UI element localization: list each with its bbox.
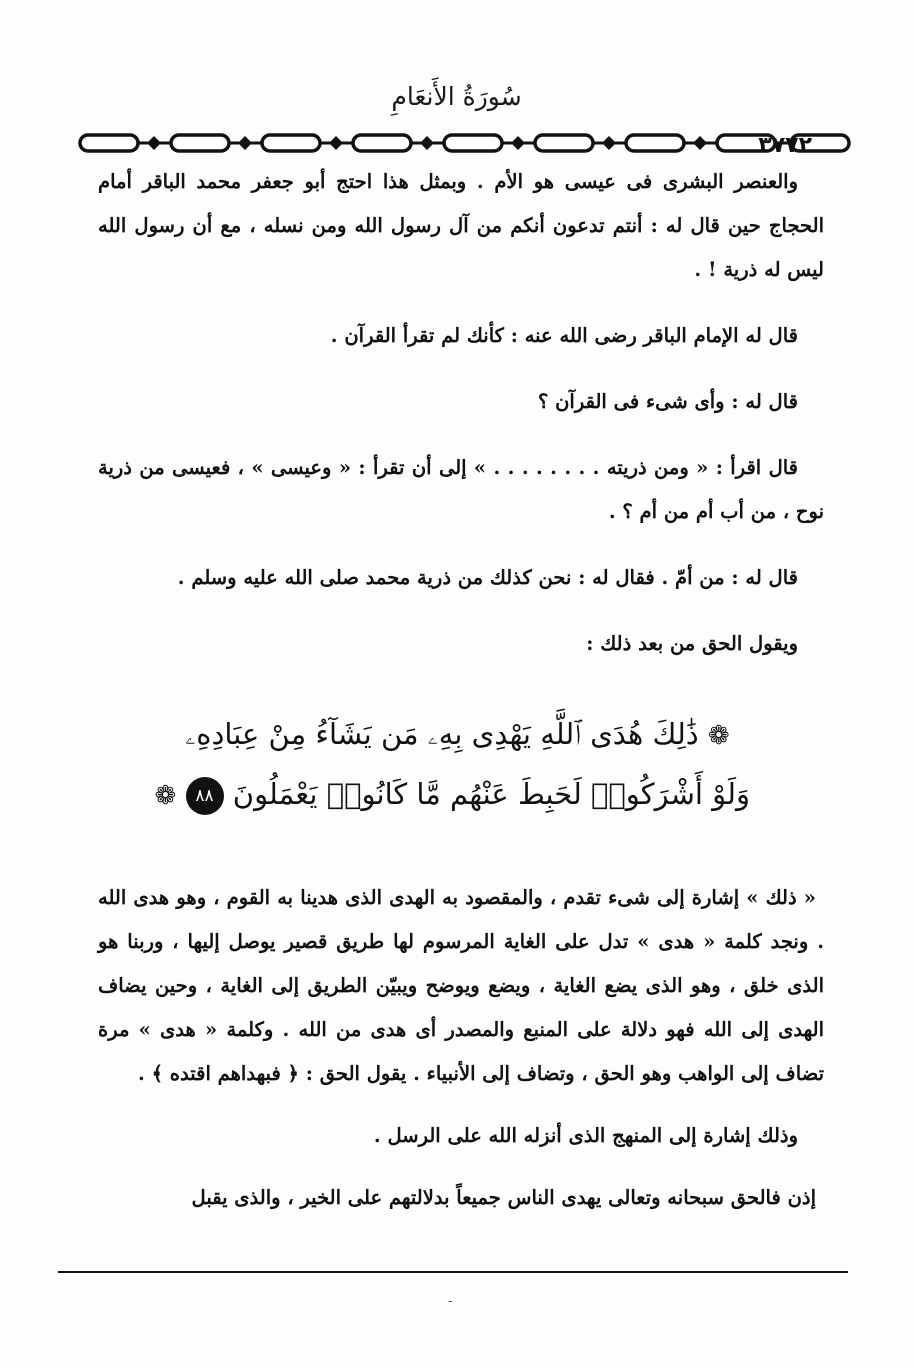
paragraph: « ذلك » إشارة إلى شىء تقدم ، والمقصود به الهدى الذى هدينا به القوم ، وهو هدى الله . ونجد كلمة « هدى » تدل على الغاية المرسوم لها طريق قصير يوصل إليها ، وربنا هو الذى خلق ، وهو الذى يضع الغاية ، ويضع ويوضح ويبيّن الطريق إلى الغاية ، وحين يضاف الهدى إلى الله فهو دلالة على المنبع والمصدر أى هدى من الله . وكلمة « هدى » مرة تضاف إلى الواهب وهو الحق ، وتضاف إلى الأنبياء . يقول الحق : ﴿ فبهداهم اقتده ﴾ .	[98, 886, 824, 1085]
paragraph: وذلك إشارة إلى المنهج الذى أنزله الله على الرسل .	[373, 1124, 798, 1147]
verse-number-badge: ٨٨	[186, 777, 224, 815]
footer-dot: -	[448, 1294, 453, 1309]
footer-rule	[58, 1271, 848, 1273]
paragraph: قال له الإمام الباقر رضى الله عنه : كأنك لم تقرأ القرآن .	[330, 324, 798, 347]
quran-verse	[154, 705, 750, 825]
verse-text: ذَٰلِكَ هُدَى ٱللَّهِ يَهْدِى بِهِۦ مَن يَشَآءُ مِنْ عِبَادِهِۦ	[185, 717, 699, 751]
verse-line-2	[154, 765, 750, 825]
body-text-bottom	[98, 876, 824, 1220]
page-number: ٣٧٧٢	[758, 133, 812, 158]
sura-title: سُورَةُ الأَنعَامِ	[391, 82, 522, 111]
paragraph: والعنصر البشرى فى عيسى هو الأم . وبمثل هذا احتج أبو جعفر محمد الباقر أمام الحجاج حين قال له : أنتم تدعون أنكم من آل رسول الله ومن نسله ، مع أن رسول الله ليس له ذرية ! .	[98, 170, 824, 281]
paragraph: قال له : من أمّ . فقال له : نحن كذلك من ذرية محمد صلى الله عليه وسلم .	[177, 566, 798, 589]
paragraph: إذن فالحق سبحانه وتعالى يهدى الناس جميعاً بدلالتهم على الخير ، والذى يقبل	[191, 1186, 816, 1209]
verse-close-ornament-icon: ❁	[154, 781, 177, 811]
verse-text: وَلَوْ أَشْرَكُوا۟ لَحَبِطَ عَنْهُم مَّا كَانُوا۟ يَعْمَلُونَ	[232, 777, 750, 811]
paragraph: ويقول الحق من بعد ذلك :	[586, 632, 798, 655]
body-text-top	[98, 160, 824, 666]
paragraph: قال له : وأى شىء فى القرآن ؟	[537, 390, 798, 413]
ornamental-border	[76, 126, 856, 160]
verse-line-1	[165, 705, 750, 765]
verse-open-ornament-icon: ❁	[707, 721, 730, 751]
paragraph: قال اقرأ : « ومن ذريته . . . . . . . . » إلى أن تقرأ : « وعيسى » ، فعيسى من ذرية نوح ، من أب أم من أم ؟ .	[98, 456, 824, 523]
